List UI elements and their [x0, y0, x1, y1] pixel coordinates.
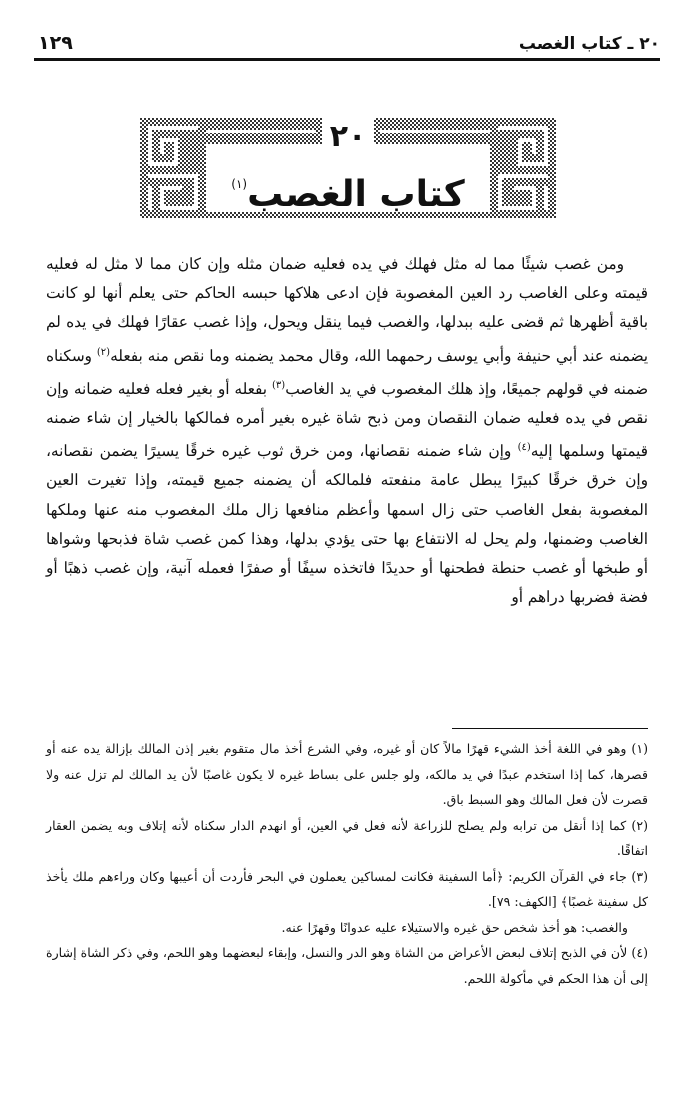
- chapter-title: [140, 162, 556, 217]
- footnote-ref-3: (٣): [272, 379, 286, 391]
- body-paragraph: [46, 250, 648, 612]
- body-segment: وإن شاء ضمنه نقصانها، ومن خرق ثوب غيره خرقًا يسيرًا يضمن نقصانه، وإن خرق خرقًا كبيرًا يبطل عامة منفعته فلمالكه أن يضمنه جميع قيمته، وإذا تغيرت العين المغصوبة بفعل الغاصب حتى زال اسمها وأعظم منافعها زال ملك المغصوب منه عنها وملكها الغاصب وضمنها، ولم يحل له الانتفاع بها حتى يؤدي بدلها، وهذا كمن غصب شاة فذبحها وشواها أو طبخها أو غصب حنطة فطحنها أو حديدًا فاتخذه سيفًا أو صفرًا فعمله آنية، وإن غصب ذهبًا أو فضة فضربها دراهم أو: [46, 442, 648, 607]
- running-header-title: ٢٠ ـ كتاب الغصب: [518, 34, 660, 54]
- page-number: ١٢٩: [38, 32, 73, 54]
- body-segment: ومن غصب شيئًا مما له مثل فهلك في يده فعليه ضمان مثله وإن كان مما لا مثل له فعليه قيمته وعلى الغاصب رد العين المغصوبة فإن ادعى هلاكها حبسه الحاكم حتى يعلم أنها لو كانت باقية أظهرها ثم قضى عليه ببدلها، والغصب فيما ينقل ويحول، وإذا غصب عقارًا فهلك في يده لم يضمنه عند أبي حنيفة وأبي يوسف رحمهما الله، وقال محمد يضمنه وما نقص منه بفعله: [46, 255, 649, 365]
- chapter-banner: [140, 118, 556, 218]
- footnote-4: (٤) لأن في الذبح إتلاف لبعض الأعراض من الشاة وهو الدر والنسل، وإبقاء لبعضهما وهو اللحم، وفي ذكر الشاة إشارة إلى أن هذا الحكم في مأكولة اللحم.: [46, 945, 648, 986]
- footnote-ref-2: (٢): [96, 346, 111, 358]
- header-rule: [34, 58, 660, 61]
- footnote-ref-4: (٤): [517, 442, 531, 454]
- footnote-1: (١) وهو في اللغة أخذ الشيء قهرًا مالاً كان أو غيره، وفي الشرع أخذ مال متقوم بغير إذن المالك بإزالة يده عنه أو قصرها، كما إذا استخدم عبدًا في يد مالكه، ولو جلس على بساط غيره لا يكون غاصبًا لأن يد المالك لم تزل عنه ولا قصرت لأن فعل المالك وهو السبط باق.: [46, 741, 648, 807]
- footnote-2: (٢) كما إذا أنقل من ترابه ولم يصلح للزراعة لأنه فعل في العين، أو انهدم الدار سكناه لأنه إتلاف وبه يضمن العقار اتفاقًا.: [46, 817, 648, 858]
- footnote-3: (٣) جاء في القرآن الكريم: ﴿أما السفينة فكانت لمساكين يعملون في البحر فأردت أن أعيبها وكان وراءهم ملك يأخذ كل سفينة غصبًا﴾ [الكهف: ٧٩].: [46, 868, 648, 909]
- chapter-title-footnote-marker: (١): [231, 177, 248, 191]
- footnote-3-continuation: والغصب: هو أخذ شخص حق غيره والاستيلاء عليه عدوانًا وقهرًا عنه.: [281, 919, 628, 935]
- body-segment: وسكناه ضمنه في قولهم جميعًا، وإذ هلك المغصوب في يد الغاصب: [46, 346, 648, 398]
- footnotes: [46, 736, 648, 991]
- body-text: [46, 250, 648, 612]
- chapter-title-text: كتاب الغصب: [247, 174, 465, 215]
- chapter-number: ٢٠: [329, 119, 367, 154]
- running-header: [34, 32, 660, 58]
- body-segment: بفعله أو بغير فعله فعليه ضمانه وإن نقص في يده فعليه ضمان النقصان ومن ذبح شاة غيره بغير أمره فمالكها بالخيار إن شاء ضمنه قيمتها وسلمها إليه: [46, 379, 648, 461]
- footnote-separator: [452, 728, 648, 729]
